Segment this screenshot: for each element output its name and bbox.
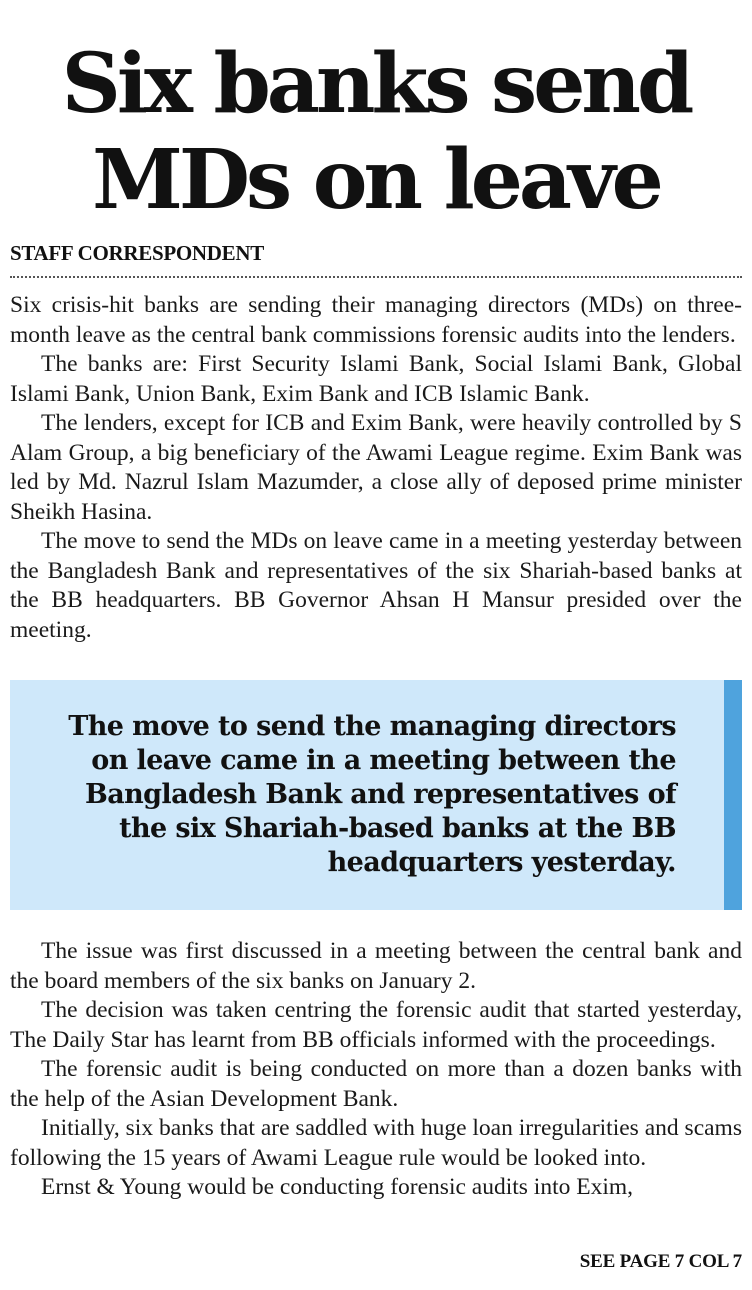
paragraph: The issue was first discussed in a meeting between the central bank and the board members of the six banks on January 2. <box>10 938 742 994</box>
byline: STAFF CORRESPONDENT <box>10 241 264 265</box>
byline-dotted-divider <box>10 276 742 278</box>
article-body-bottom <box>10 937 742 1203</box>
headline-line-2: MDs on leave <box>92 132 660 228</box>
paragraph: Ernst & Young would be conducting forensic audits into Exim, <box>41 1174 634 1200</box>
paragraph: The decision was taken centring the forensic audit that started yesterday, The Daily Star has learnt from BB officials informed with the proceedings. <box>10 997 742 1053</box>
paragraph: Initially, six banks that are saddled with huge loan irregularities and scams following the 15 years of Awami League rule would be looked into. <box>10 1115 742 1171</box>
paragraph: The lenders, except for ICB and Exim Bank, were heavily controlled by S Alam Group, a big beneficiary of the Awami League regime. Exim Bank was led by Md. Nazrul Islam Mazumder, a close ally of deposed prime minister Sheikh Hasina. <box>10 410 742 525</box>
pull-quote-accent-bar <box>724 680 742 910</box>
paragraph: The banks are: First Security Islami Bank, Social Islami Bank, Global Islami Bank, Union Bank, Exim Bank and ICB Islamic Bank. <box>10 351 742 407</box>
pull-quote-box <box>10 680 742 910</box>
paragraph: The move to send the MDs on leave came in a meeting yesterday between the Bangladesh Bank and representatives of the six Shariah-based banks at the BB headquarters. BB Governor Ahsan H Mansur presided over the meeting. <box>10 528 742 643</box>
headline <box>0 36 752 228</box>
paragraph: Six crisis-hit banks are sending their managing directors (MDs) on three-month leave as the central bank commissions forensic audits into the lenders. <box>10 292 742 348</box>
continued-on-page-link[interactable]: SEE PAGE 7 COL 7 <box>579 1251 742 1272</box>
paragraph: The forensic audit is being conducted on more than a dozen banks with the help of the Asian Development Bank. <box>10 1056 742 1112</box>
headline-line-1: Six banks send <box>61 36 691 132</box>
pull-quote-text: The move to send the managing directors on leave came in a meeting between the Bangladesh Bank and representatives of the six Shariah-based banks at the BB headquarters yesterday. <box>68 711 676 878</box>
article-body-top <box>10 291 742 645</box>
